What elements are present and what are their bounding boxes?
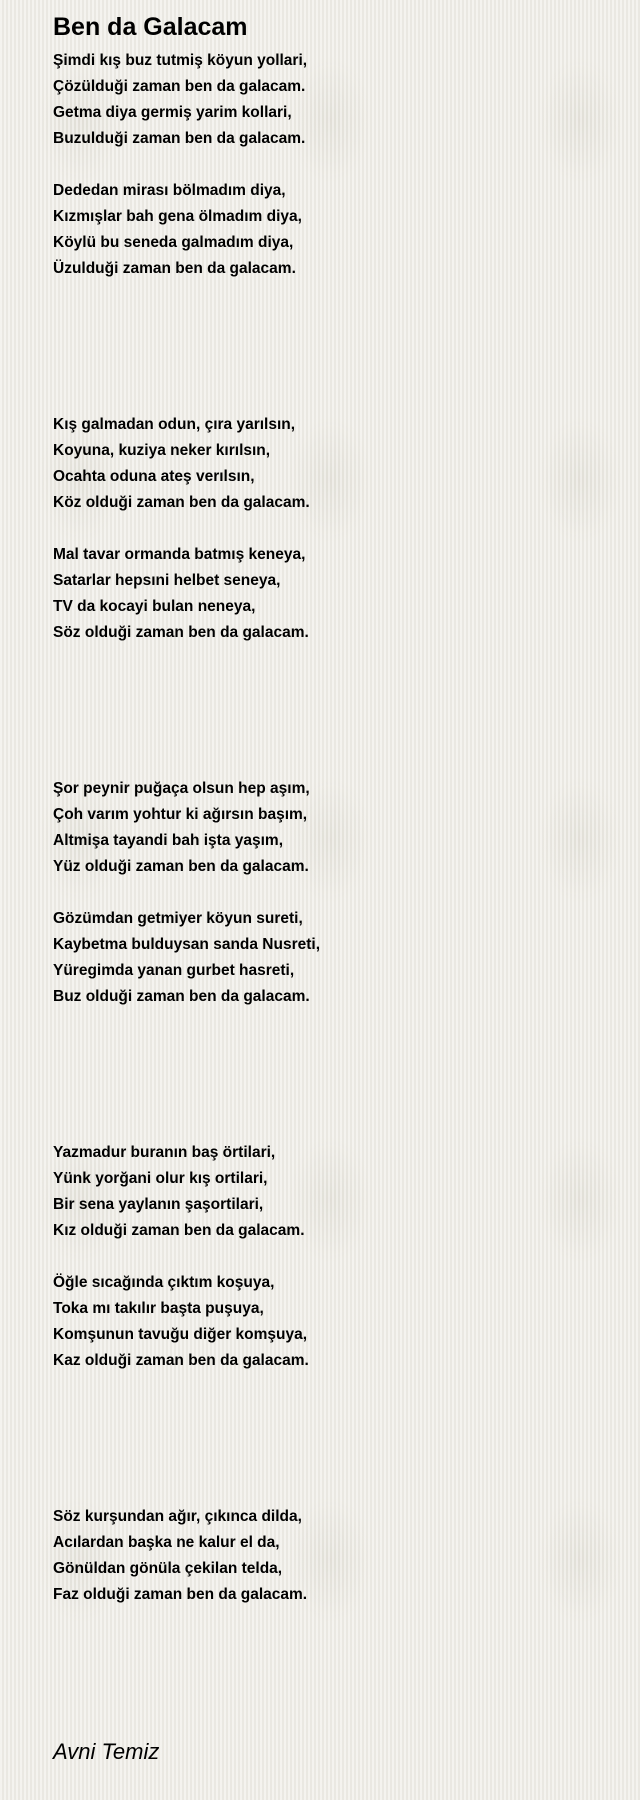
poem-line: Yüregimda yanan gurbet hasreti, xyxy=(53,962,295,979)
poem-line: Şimdi kış buz tutmiş köyun yollari, xyxy=(53,52,308,69)
stanza-5 xyxy=(53,776,613,880)
stanza-spacer xyxy=(53,1244,613,1270)
poem-line: TV da kocayi bulan neneya, xyxy=(53,598,256,615)
poem-line: Koyuna, kuziya neker kırılsın, xyxy=(53,442,271,459)
section-spacer xyxy=(53,646,613,776)
poem-line: Toka mı takılır başta puşuya, xyxy=(53,1300,264,1317)
poem-line: Kız olduği zaman ben da galacam. xyxy=(53,1222,305,1239)
poem-line: Söz kurşundan ağır, çıkınca dilda, xyxy=(53,1508,302,1525)
poem-line: Çoh varım yohtur ki ağırsın başım, xyxy=(53,806,308,823)
poem-line: Satarlar hepsıni helbet seneya, xyxy=(53,572,281,589)
stanza-9 xyxy=(53,1504,613,1608)
stanza-3 xyxy=(53,412,613,516)
poem-line: Kaz olduği zaman ben da galacam. xyxy=(53,1352,309,1369)
stanza-spacer xyxy=(53,880,613,906)
poem-line: Söz olduği zaman ben da galacam. xyxy=(53,624,309,641)
poem-line: Köz olduği zaman ben da galacam. xyxy=(53,494,310,511)
poem-line: Kış galmadan odun, çıra yarılsın, xyxy=(53,416,296,433)
section-spacer xyxy=(53,1010,613,1140)
poem-line: Altmişa tayandi bah işta yaşım, xyxy=(53,832,284,849)
poem-line: Faz olduği zaman ben da galacam. xyxy=(53,1586,308,1603)
stanza-2 xyxy=(53,178,613,282)
poem-line: Çözülduği zaman ben da galacam. xyxy=(53,78,306,95)
poem-line: Köylü bu seneda galmadım diya, xyxy=(53,234,294,251)
stanza-8 xyxy=(53,1270,613,1374)
stanza-spacer xyxy=(53,516,613,542)
poem-line: Mal tavar ormanda batmış keneya, xyxy=(53,546,306,563)
poem-line: Şor peynir puğaça olsun hep aşım, xyxy=(53,780,310,797)
poem-author: Avni Temiz xyxy=(53,1739,160,1764)
poem-line: Buz olduği zaman ben da galacam. xyxy=(53,988,310,1005)
poem-line: Bir sena yaylanın şaşortilari, xyxy=(53,1196,264,1213)
poem-line: Yazmadur buranın baş örtilari, xyxy=(53,1144,276,1161)
poem-title: Ben da Galacam xyxy=(53,13,248,41)
poem-line: Buzulduği zaman ben da galacam. xyxy=(53,130,306,147)
stanza-spacer xyxy=(53,152,613,178)
poem-line: Yünk yorğani olur kış ortilari, xyxy=(53,1170,268,1187)
section-spacer xyxy=(53,282,613,412)
stanza-1 xyxy=(53,48,613,152)
poem-line: Üzulduği zaman ben da galacam. xyxy=(53,260,296,277)
poem xyxy=(53,12,613,1608)
stanza-6 xyxy=(53,906,613,1010)
poem-line: Acılardan başka ne kalur el da, xyxy=(53,1534,280,1551)
poem-line: Gönüldan gönüla çekilan telda, xyxy=(53,1560,283,1577)
poem-line: Dededan mirası bölmadım diya, xyxy=(53,182,286,199)
poem-line: Gözümdan getmiyer köyun sureti, xyxy=(53,910,303,927)
poem-line: Getma diya germiş yarim kollari, xyxy=(53,104,292,121)
poem-line: Kızmışlar bah gena ölmadım diya, xyxy=(53,208,302,225)
poem-line: Komşunun tavuğu diğer komşuya, xyxy=(53,1326,308,1343)
poem-line: Yüz olduği zaman ben da galacam. xyxy=(53,858,309,875)
section-spacer xyxy=(53,1374,613,1504)
poem-line: Ocahta oduna ateş verılsın, xyxy=(53,468,255,485)
stanza-4 xyxy=(53,542,613,646)
stanza-7 xyxy=(53,1140,613,1244)
poem-line: Öğle sıcağında çıktım koşuya, xyxy=(53,1274,275,1291)
poem-line: Kaybetma bulduysan sanda Nusreti, xyxy=(53,936,321,953)
